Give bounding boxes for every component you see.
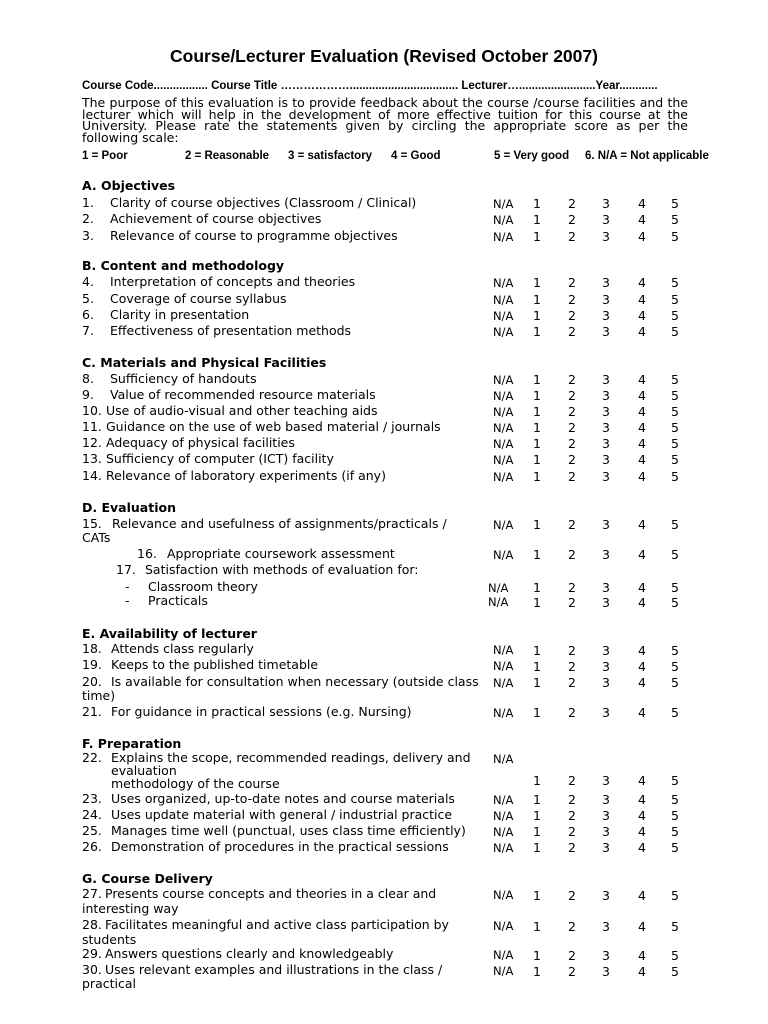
score-option-1[interactable]: 1 — [533, 196, 541, 211]
score-option-5[interactable]: 5 — [671, 372, 679, 387]
score-option-2[interactable]: 2 — [568, 436, 576, 451]
score-option-4[interactable]: 4 — [638, 324, 646, 339]
score-option-2[interactable]: 2 — [568, 469, 576, 484]
score-option-2[interactable]: 2 — [568, 808, 576, 823]
score-option-4[interactable]: 4 — [638, 547, 646, 562]
score-option-2[interactable]: 2 — [568, 212, 576, 227]
score-option-5[interactable]: 5 — [671, 275, 679, 290]
sub-item-dash: - — [125, 579, 130, 594]
question-text: Uses update material with general / industrial practice — [111, 807, 453, 822]
score-option-4[interactable]: 4 — [638, 659, 646, 674]
score-option-3[interactable]: 3 — [602, 824, 610, 839]
score-option-5[interactable]: 5 — [671, 229, 679, 244]
question-number: 24. — [82, 807, 102, 822]
question-text: Interpretation of concepts and theories — [110, 274, 356, 289]
question-text-continued: interesting way — [82, 901, 179, 916]
score-option-3[interactable]: 3 — [602, 675, 610, 690]
na-option[interactable]: N/A — [493, 888, 514, 902]
scale-not-applicable: 6. N/A = Not applicable — [585, 150, 709, 162]
score-option-3[interactable]: 3 — [602, 212, 610, 227]
score-option-5[interactable]: 5 — [671, 580, 679, 595]
score-option-4[interactable]: 4 — [638, 773, 646, 788]
na-option[interactable]: N/A — [493, 964, 514, 978]
na-option[interactable]: N/A — [493, 276, 514, 290]
score-option-3[interactable]: 3 — [602, 388, 610, 403]
question-number: 18. — [82, 641, 102, 656]
intro-paragraph: The purpose of this evaluation is to provide feedback about the course /course facilities and the lecturer which will help in the development of more effective tuition for this course at the University. Please rate the statements given by circling the appropriate score as per the following scale: — [82, 95, 688, 145]
score-option-3[interactable]: 3 — [602, 964, 610, 979]
question-text-continued: students — [82, 932, 137, 947]
score-option-2[interactable]: 2 — [568, 229, 576, 244]
question-text: Answers questions clearly and knowledgeably — [105, 946, 394, 961]
na-option[interactable]: N/A — [493, 213, 514, 227]
score-option-2[interactable]: 2 — [568, 659, 576, 674]
question-number: 5. — [82, 291, 94, 306]
question-number: 21. — [82, 704, 102, 719]
score-option-1[interactable]: 1 — [533, 919, 541, 934]
score-option-2[interactable]: 2 — [568, 792, 576, 807]
question-text: Clarity in presentation — [110, 307, 250, 322]
score-option-1[interactable]: 1 — [533, 964, 541, 979]
question-number: 14. — [82, 468, 102, 483]
score-option-5[interactable]: 5 — [671, 324, 679, 339]
score-option-1[interactable]: 1 — [533, 888, 541, 903]
score-option-3[interactable]: 3 — [602, 404, 610, 419]
question-number: 6. — [82, 307, 94, 322]
score-option-5[interactable]: 5 — [671, 824, 679, 839]
question-text: For guidance in practical sessions (e.g. Nursing) — [111, 704, 412, 719]
page-title: Course/Lecturer Evaluation (Revised October 2007) — [170, 46, 598, 66]
score-option-4[interactable]: 4 — [638, 595, 646, 610]
question-text: Presents course concepts and theories in a clear and — [105, 886, 437, 901]
score-option-3[interactable]: 3 — [602, 517, 610, 532]
na-option[interactable]: N/A — [493, 948, 514, 962]
na-option[interactable]: N/A — [493, 676, 514, 690]
na-option[interactable]: N/A — [488, 581, 509, 595]
question-text: Appropriate coursework assessment — [167, 546, 395, 561]
score-option-1[interactable]: 1 — [533, 705, 541, 720]
score-option-3[interactable]: 3 — [602, 659, 610, 674]
score-option-3[interactable]: 3 — [602, 888, 610, 903]
question-text: Attends class regularly — [111, 641, 254, 656]
score-option-1[interactable]: 1 — [533, 308, 541, 323]
score-option-4[interactable]: 4 — [638, 705, 646, 720]
score-option-4[interactable]: 4 — [638, 469, 646, 484]
score-option-2[interactable]: 2 — [568, 840, 576, 855]
score-option-3[interactable]: 3 — [602, 452, 610, 467]
score-option-1[interactable]: 1 — [533, 547, 541, 562]
score-option-5[interactable]: 5 — [671, 517, 679, 532]
question-number: 22. — [82, 750, 102, 765]
question-number: 1. — [82, 195, 94, 210]
na-option[interactable]: N/A — [493, 643, 514, 657]
na-option[interactable]: N/A — [493, 230, 514, 244]
question-text: Demonstration of procedures in the practical sessions — [111, 839, 449, 854]
scale-very-good: 5 = Very good — [494, 150, 570, 162]
question-number: 20. — [82, 674, 102, 689]
question-text-continued: CATs — [82, 530, 111, 545]
score-option-5[interactable]: 5 — [671, 675, 679, 690]
score-option-3[interactable]: 3 — [602, 308, 610, 323]
score-option-5[interactable]: 5 — [671, 919, 679, 934]
score-option-1[interactable]: 1 — [533, 948, 541, 963]
score-option-2[interactable]: 2 — [568, 372, 576, 387]
na-option[interactable]: N/A — [493, 752, 514, 766]
score-option-2[interactable]: 2 — [568, 420, 576, 435]
score-option-5[interactable]: 5 — [671, 452, 679, 467]
score-option-4[interactable]: 4 — [638, 948, 646, 963]
score-option-2[interactable]: 2 — [568, 824, 576, 839]
score-option-5[interactable]: 5 — [671, 196, 679, 211]
score-option-1[interactable]: 1 — [533, 824, 541, 839]
score-option-5[interactable]: 5 — [671, 595, 679, 610]
section-heading-g: G. Course Delivery — [82, 871, 213, 886]
question-number: 27. — [82, 886, 102, 901]
question-text: Explains the scope, recommended readings, delivery and — [111, 750, 471, 765]
question-text: Use of audio-visual and other teaching aids — [106, 403, 378, 418]
score-option-1[interactable]: 1 — [533, 404, 541, 419]
question-number: 25. — [82, 823, 102, 838]
score-option-3[interactable]: 3 — [602, 808, 610, 823]
na-option[interactable]: N/A — [493, 373, 514, 387]
score-option-2[interactable]: 2 — [568, 773, 576, 788]
na-option[interactable]: N/A — [493, 309, 514, 323]
sub-item-dash: - — [125, 593, 130, 608]
score-option-1[interactable]: 1 — [533, 436, 541, 451]
score-option-5[interactable]: 5 — [671, 643, 679, 658]
question-text: Coverage of course syllabus — [110, 291, 287, 306]
score-option-4[interactable]: 4 — [638, 675, 646, 690]
score-option-4[interactable]: 4 — [638, 643, 646, 658]
score-option-4[interactable]: 4 — [638, 292, 646, 307]
na-option[interactable]: N/A — [493, 809, 514, 823]
score-option-2[interactable]: 2 — [568, 595, 576, 610]
score-option-3[interactable]: 3 — [602, 436, 610, 451]
scale-satisfactory: 3 = satisfactory — [288, 150, 373, 162]
score-option-5[interactable]: 5 — [671, 808, 679, 823]
question-number: 29. — [82, 946, 102, 961]
score-option-1[interactable]: 1 — [533, 675, 541, 690]
section-heading-f: F. Preparation — [82, 736, 182, 751]
question-text-continued: practical — [82, 976, 136, 991]
score-option-2[interactable]: 2 — [568, 675, 576, 690]
score-option-3[interactable]: 3 — [602, 948, 610, 963]
question-text: Achievement of course objectives — [110, 211, 322, 226]
question-text-continued: evaluation — [111, 763, 177, 778]
score-option-1[interactable]: 1 — [533, 840, 541, 855]
na-option[interactable]: N/A — [493, 470, 514, 484]
question-number: 9. — [82, 387, 94, 402]
question-text: Relevance and usefulness of assignments/practicals / — [112, 516, 447, 531]
question-number: 12. — [82, 435, 102, 450]
score-option-5[interactable]: 5 — [671, 792, 679, 807]
question-number: 10. — [82, 403, 102, 418]
na-option[interactable]: N/A — [493, 325, 514, 339]
score-option-5[interactable]: 5 — [671, 547, 679, 562]
score-option-2[interactable]: 2 — [568, 964, 576, 979]
score-option-5[interactable]: 5 — [671, 773, 679, 788]
score-option-2[interactable]: 2 — [568, 643, 576, 658]
question-number: 8. — [82, 371, 94, 386]
question-text: Manages time well (punctual, uses class time efficiently) — [111, 823, 466, 838]
score-option-3[interactable]: 3 — [602, 595, 610, 610]
score-option-4[interactable]: 4 — [638, 420, 646, 435]
question-number: 13. — [82, 451, 102, 466]
score-option-3[interactable]: 3 — [602, 420, 610, 435]
question-text: Is available for consultation when necessary (outside class — [111, 674, 479, 689]
score-option-1[interactable]: 1 — [533, 580, 541, 595]
score-option-1[interactable]: 1 — [533, 324, 541, 339]
section-heading-c: C. Materials and Physical Facilities — [82, 355, 327, 370]
score-option-4[interactable]: 4 — [638, 404, 646, 419]
score-option-3[interactable]: 3 — [602, 773, 610, 788]
question-text: Value of recommended resource materials — [110, 387, 376, 402]
question-number: 2. — [82, 211, 94, 226]
course-info-line: Course Code................. Course Title ……………….................................. Lecturer…........................Year............ — [82, 80, 658, 92]
score-option-3[interactable]: 3 — [602, 580, 610, 595]
question-text: Sufficiency of computer (ICT) facility — [106, 451, 334, 466]
question-text: Sufficiency of handouts — [110, 371, 257, 386]
score-option-3[interactable]: 3 — [602, 643, 610, 658]
score-option-4[interactable]: 4 — [638, 824, 646, 839]
score-option-3[interactable]: 3 — [602, 792, 610, 807]
na-option[interactable]: N/A — [493, 659, 514, 673]
na-option[interactable]: N/A — [493, 841, 514, 855]
score-option-2[interactable]: 2 — [568, 452, 576, 467]
question-number: 15. — [82, 516, 102, 531]
question-text: Facilitates meaningful and active class participation by — [105, 917, 449, 932]
na-option[interactable]: N/A — [493, 793, 514, 807]
section-heading-e: E. Availability of lecturer — [82, 626, 257, 641]
score-option-4[interactable]: 4 — [638, 919, 646, 934]
na-option[interactable]: N/A — [493, 919, 514, 933]
score-option-1[interactable]: 1 — [533, 275, 541, 290]
score-option-2[interactable]: 2 — [568, 580, 576, 595]
score-option-4[interactable]: 4 — [638, 275, 646, 290]
score-option-2[interactable]: 2 — [568, 324, 576, 339]
score-option-2[interactable]: 2 — [568, 919, 576, 934]
question-text: Guidance on the use of web based material / journals — [106, 419, 441, 434]
section-heading-d: D. Evaluation — [82, 500, 176, 515]
score-option-1[interactable]: 1 — [533, 643, 541, 658]
score-option-1[interactable]: 1 — [533, 773, 541, 788]
question-number: 23. — [82, 791, 102, 806]
scale-reasonable: 2 = Reasonable — [185, 150, 270, 162]
question-text-continued: methodology of the course — [111, 776, 280, 791]
question-number: 3. — [82, 228, 94, 243]
na-option[interactable]: N/A — [493, 405, 514, 419]
score-option-4[interactable]: 4 — [638, 229, 646, 244]
na-option[interactable]: N/A — [493, 389, 514, 403]
question-text: Clarity of course objectives (Classroom / Clinical) — [110, 195, 417, 210]
score-option-4[interactable]: 4 — [638, 308, 646, 323]
score-option-4[interactable]: 4 — [638, 452, 646, 467]
score-option-4[interactable]: 4 — [638, 372, 646, 387]
score-option-5[interactable]: 5 — [671, 308, 679, 323]
question-number: 30. — [82, 962, 102, 977]
question-text: Uses organized, up-to-date notes and course materials — [111, 791, 455, 806]
score-option-3[interactable]: 3 — [602, 705, 610, 720]
na-option[interactable]: N/A — [493, 825, 514, 839]
score-option-5[interactable]: 5 — [671, 840, 679, 855]
na-option[interactable]: N/A — [493, 197, 514, 211]
question-number: 28. — [82, 917, 102, 932]
score-option-2[interactable]: 2 — [568, 948, 576, 963]
na-option[interactable]: N/A — [493, 453, 514, 467]
na-option[interactable]: N/A — [493, 706, 514, 720]
score-option-1[interactable]: 1 — [533, 420, 541, 435]
score-option-1[interactable]: 1 — [533, 212, 541, 227]
score-option-2[interactable]: 2 — [568, 705, 576, 720]
score-option-1[interactable]: 1 — [533, 517, 541, 532]
score-option-5[interactable]: 5 — [671, 404, 679, 419]
question-text-continued: time) — [82, 688, 116, 703]
score-option-2[interactable]: 2 — [568, 547, 576, 562]
question-text: Keeps to the published timetable — [111, 657, 319, 672]
score-option-1[interactable]: 1 — [533, 469, 541, 484]
score-option-5[interactable]: 5 — [671, 964, 679, 979]
score-option-3[interactable]: 3 — [602, 324, 610, 339]
score-option-4[interactable]: 4 — [638, 517, 646, 532]
score-option-5[interactable]: 5 — [671, 705, 679, 720]
score-option-2[interactable]: 2 — [568, 888, 576, 903]
score-option-5[interactable]: 5 — [671, 659, 679, 674]
score-option-1[interactable]: 1 — [533, 292, 541, 307]
score-option-3[interactable]: 3 — [602, 372, 610, 387]
question-number: 19. — [82, 657, 102, 672]
score-option-1[interactable]: 1 — [533, 372, 541, 387]
score-option-4[interactable]: 4 — [638, 964, 646, 979]
score-option-1[interactable]: 1 — [533, 229, 541, 244]
score-option-4[interactable]: 4 — [638, 792, 646, 807]
question-number: 17. — [116, 562, 136, 577]
score-option-3[interactable]: 3 — [602, 292, 610, 307]
score-option-2[interactable]: 2 — [568, 292, 576, 307]
question-number: 7. — [82, 323, 94, 338]
score-option-4[interactable]: 4 — [638, 388, 646, 403]
score-option-4[interactable]: 4 — [638, 888, 646, 903]
score-option-1[interactable]: 1 — [533, 388, 541, 403]
score-option-5[interactable]: 5 — [671, 420, 679, 435]
question-text: Effectiveness of presentation methods — [110, 323, 352, 338]
score-option-3[interactable]: 3 — [602, 275, 610, 290]
na-option[interactable]: N/A — [493, 548, 514, 562]
score-option-3[interactable]: 3 — [602, 547, 610, 562]
score-option-5[interactable]: 5 — [671, 948, 679, 963]
na-option[interactable]: N/A — [493, 437, 514, 451]
score-option-1[interactable]: 1 — [533, 595, 541, 610]
question-number: 4. — [82, 274, 94, 289]
score-option-3[interactable]: 3 — [602, 229, 610, 244]
score-option-3[interactable]: 3 — [602, 919, 610, 934]
score-option-5[interactable]: 5 — [671, 436, 679, 451]
question-number: 11. — [82, 419, 102, 434]
section-heading-b: B. Content and methodology — [82, 258, 285, 273]
question-text: Relevance of course to programme objectives — [110, 228, 398, 243]
score-option-5[interactable]: 5 — [671, 469, 679, 484]
score-option-2[interactable]: 2 — [568, 308, 576, 323]
score-option-2[interactable]: 2 — [568, 404, 576, 419]
score-option-4[interactable]: 4 — [638, 436, 646, 451]
score-option-5[interactable]: 5 — [671, 888, 679, 903]
question-text: Practicals — [148, 593, 208, 608]
scale-good: 4 = Good — [391, 150, 441, 162]
na-option[interactable]: N/A — [493, 293, 514, 307]
na-option[interactable]: N/A — [493, 421, 514, 435]
section-heading-a: A. Objectives — [82, 178, 176, 193]
score-option-5[interactable]: 5 — [671, 292, 679, 307]
score-option-3[interactable]: 3 — [602, 469, 610, 484]
score-option-2[interactable]: 2 — [568, 275, 576, 290]
score-option-4[interactable]: 4 — [638, 580, 646, 595]
score-option-1[interactable]: 1 — [533, 792, 541, 807]
score-option-1[interactable]: 1 — [533, 452, 541, 467]
score-option-2[interactable]: 2 — [568, 388, 576, 403]
score-option-1[interactable]: 1 — [533, 659, 541, 674]
question-number: 16. — [137, 546, 157, 561]
scale-poor: 1 = Poor — [82, 150, 128, 162]
score-option-4[interactable]: 4 — [638, 212, 646, 227]
score-option-3[interactable]: 3 — [602, 840, 610, 855]
score-option-5[interactable]: 5 — [671, 388, 679, 403]
na-option[interactable]: N/A — [493, 518, 514, 532]
question-text: Uses relevant examples and illustrations in the class / — [105, 962, 443, 977]
score-option-4[interactable]: 4 — [638, 808, 646, 823]
question-text: Satisfaction with methods of evaluation for: — [145, 562, 419, 577]
na-option[interactable]: N/A — [488, 595, 509, 609]
score-option-3[interactable]: 3 — [602, 196, 610, 211]
score-option-4[interactable]: 4 — [638, 196, 646, 211]
score-option-2[interactable]: 2 — [568, 517, 576, 532]
question-text: Classroom theory — [148, 579, 258, 594]
question-text: Relevance of laboratory experiments (if any) — [106, 468, 386, 483]
score-option-5[interactable]: 5 — [671, 212, 679, 227]
score-option-4[interactable]: 4 — [638, 840, 646, 855]
question-text: Adequacy of physical facilities — [106, 435, 295, 450]
score-option-2[interactable]: 2 — [568, 196, 576, 211]
score-option-1[interactable]: 1 — [533, 808, 541, 823]
question-number: 26. — [82, 839, 102, 854]
